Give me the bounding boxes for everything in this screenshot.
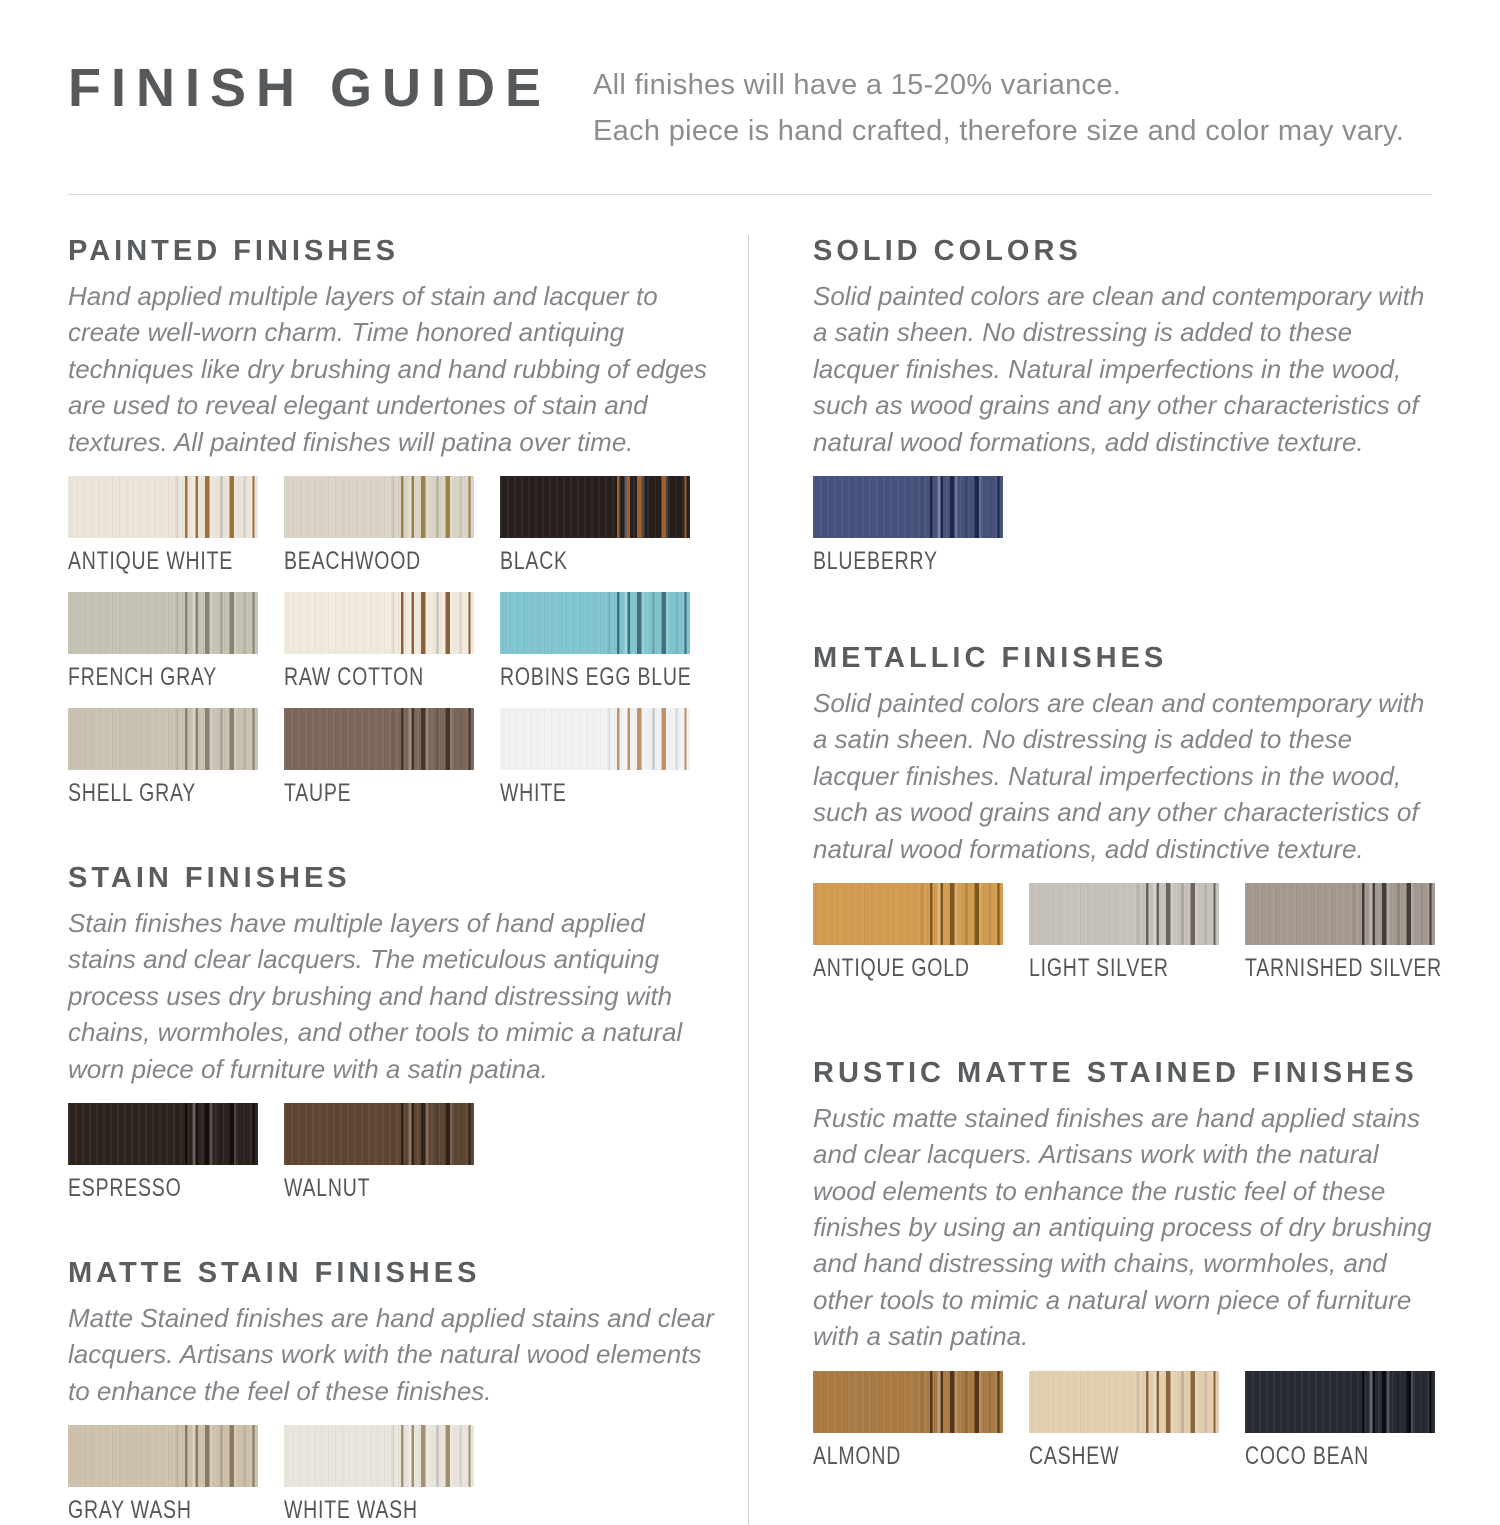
section-solid-colors [813, 235, 1436, 576]
swatch-label: LIGHT SILVER [1029, 953, 1169, 982]
swatch-chip [68, 476, 258, 538]
swatch-label: CASHEW [1029, 1441, 1120, 1470]
page-header [0, 0, 1500, 154]
swatch-label: BEACHWOOD [284, 546, 422, 575]
swatch-grid [813, 883, 1443, 983]
content [0, 235, 1500, 1525]
swatch-grid [813, 1371, 1436, 1471]
section-heading: SOLID COLORS [813, 235, 1082, 267]
swatch-walnut [284, 1103, 474, 1203]
swatch-label: WHITE [500, 778, 567, 807]
swatch-chip [284, 592, 474, 654]
section-painted-finishes [68, 235, 718, 808]
section-heading: METALLIC FINISHES [813, 641, 1168, 674]
section-description: Stain finishes have multiple layers of hand applied stains and clear lacquers. The meticulous antiquing process uses dry brushing and hand distressing with chains, wormholes, and other tools to mimic a natural worn piece of furniture with a satin patina. [68, 907, 683, 1084]
swatch-chip [68, 1425, 258, 1487]
header-divider [68, 194, 1432, 195]
swatch-chip [813, 476, 1003, 538]
page-subtitle [593, 60, 1404, 154]
section-description: Hand applied multiple layers of stain and lacquer to create well-worn charm. Time honored antiquing techniques like dry brushing and hand rubbing of edges are used to reveal elegant undertones of stain and textures. All painted finishes will patina over time. [68, 281, 707, 457]
swatch-label: TAUPE [284, 778, 352, 807]
swatch-shell-gray [68, 708, 258, 808]
swatch-chip [68, 708, 258, 770]
swatch-label: GRAY WASH [68, 1496, 192, 1525]
swatch-chip [500, 476, 690, 538]
swatch-label: ANTIQUE WHITE [68, 546, 234, 575]
swatch-chip [1245, 883, 1435, 945]
swatch-label: BLUEBERRY [813, 546, 938, 575]
swatch-chip [68, 592, 258, 654]
swatch-label: COCO BEAN [1245, 1441, 1370, 1470]
swatch-antique-white [68, 476, 258, 576]
swatch-chip [1245, 1371, 1435, 1433]
swatch-chip [1029, 1371, 1219, 1433]
swatch-label: SHELL GRAY [68, 778, 197, 807]
swatch-chip [813, 883, 1003, 945]
section-metallic-finishes [813, 641, 1443, 983]
swatch-tarnished-silver [1245, 883, 1443, 983]
section-heading: MATTE STAIN FINISHES [68, 1256, 481, 1289]
section-heading: RUSTIC MATTE STAINED FINISHES [813, 1056, 1418, 1089]
subtitle-line-1: All finishes will have a 15-20% variance. [593, 69, 1122, 101]
swatch-coco-bean [1245, 1371, 1435, 1471]
swatch-antique-gold [813, 883, 1003, 983]
swatch-label: BLACK [500, 546, 568, 575]
swatch-label: TARNISHED SILVER [1245, 953, 1443, 982]
swatch-white-wash [284, 1425, 474, 1525]
section-description: Solid painted colors are clean and contemporary with a satin sheen. No distressing is added to these lacquer finishes. Natural imperfections in the wood, such as wood grains and any other characteristics of natural wood formations, add distinctive texture. [813, 281, 1425, 457]
swatch-label: RAW COTTON [284, 662, 424, 691]
swatch-grid [813, 476, 1436, 576]
swatch-light-silver [1029, 883, 1219, 983]
section-description: Rustic matte stained finishes are hand applied stains and clear lacquers. Artisans work with the natural wood elements to enhance the rustic feel of these finishes by using an antiquing process of dry brushing and hand distressing with chains, wormholes, and other tools to mimic a natural worn piece of furniture with a satin patina. [813, 1102, 1432, 1352]
swatch-label: ALMOND [813, 1441, 902, 1470]
swatch-chip [284, 1425, 474, 1487]
left-column [68, 235, 748, 1525]
swatch-chip [284, 1103, 474, 1165]
swatch-french-gray [68, 592, 258, 692]
swatch-beachwood [284, 476, 474, 576]
swatch-raw-cotton [284, 592, 474, 692]
swatch-robins-egg-blue [500, 592, 690, 692]
section-description: Solid painted colors are clean and contemporary with a satin sheen. No distressing is added to these lacquer finishes. Natural imperfections in the wood, such as wood grains and any other characteristics of natural wood formations, add distinctive texture. [813, 687, 1425, 864]
swatch-almond [813, 1371, 1003, 1471]
section-heading: STAIN FINISHES [68, 861, 351, 894]
swatch-label: ESPRESSO [68, 1173, 182, 1202]
section-heading: PAINTED FINISHES [68, 235, 399, 267]
page-title: FINISH GUIDE [68, 58, 552, 118]
swatch-blueberry [813, 476, 1003, 576]
swatch-chip [500, 592, 690, 654]
swatch-label: WALNUT [284, 1173, 371, 1202]
swatch-grid [68, 1103, 718, 1203]
swatch-black [500, 476, 690, 576]
swatch-espresso [68, 1103, 258, 1203]
swatch-chip [813, 1371, 1003, 1433]
section-stain-finishes [68, 862, 718, 1203]
swatch-taupe [284, 708, 474, 808]
swatch-gray-wash [68, 1425, 258, 1525]
swatch-label: WHITE WASH [284, 1496, 418, 1525]
section-description: Matte Stained finishes are hand applied stains and clear lacquers. Artisans work with the natural wood elements to enhance the feel of these finishes. [68, 1302, 715, 1406]
swatch-grid [68, 476, 718, 808]
swatch-chip [68, 1103, 258, 1165]
swatch-grid [68, 1425, 718, 1525]
swatch-cashew [1029, 1371, 1219, 1471]
swatch-label: ANTIQUE GOLD [813, 953, 970, 982]
section-matte-stain-finishes [68, 1257, 718, 1525]
subtitle-line-2: Each piece is hand crafted, therefore size and color may vary. [593, 115, 1405, 147]
swatch-label: FRENCH GRAY [68, 662, 218, 691]
right-column [749, 235, 1443, 1525]
swatch-chip [500, 708, 690, 770]
swatch-white [500, 708, 690, 808]
swatch-chip [284, 476, 474, 538]
swatch-label: ROBINS EGG BLUE [500, 662, 692, 691]
swatch-chip [1029, 883, 1219, 945]
swatch-chip [284, 708, 474, 770]
section-rustic-matte-stained-finishes [813, 1057, 1436, 1471]
